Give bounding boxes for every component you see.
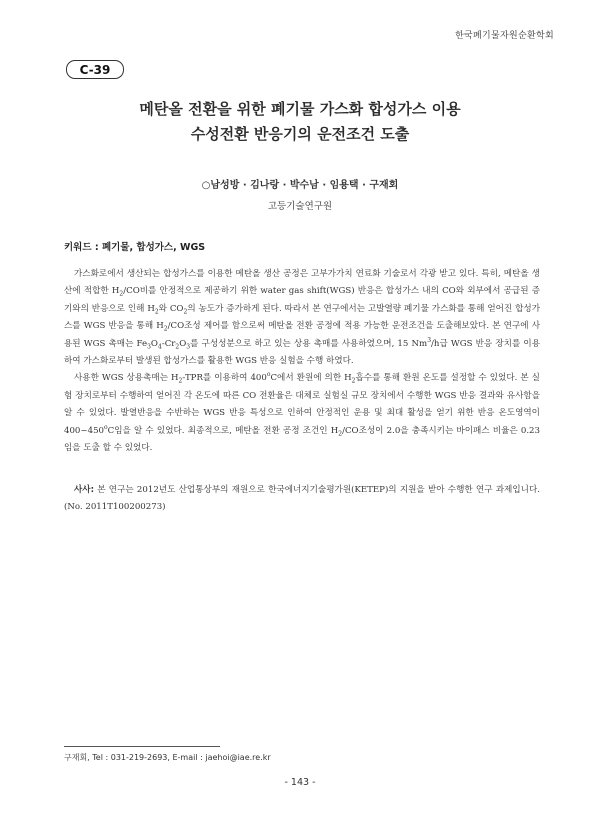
- page-number: - 143 -: [284, 777, 316, 788]
- paper-title: [0, 97, 600, 147]
- footnote-divider: [64, 746, 220, 747]
- session-code-badge: C-39: [66, 60, 124, 79]
- author-list: ○남성방 · 김나랑 · 박수남 · 임용택 · 구재회: [201, 180, 399, 191]
- acknowledgement-text: 본 연구는 2012년도 산업통상부의 재원으로 한국에너지기술평가원(KETEP)의 지원을 받아 수행한 연구 과제입니다. (No. 2011T100200273): [64, 485, 540, 513]
- abstract: [64, 266, 540, 457]
- abstract-paragraph-1: 가스화로에서 생산되는 합성가스를 이용한 메탄올 생산 공정은 고부가가치 연료화 기술로서 각광 받고 있다. 특히, 메탄올 생산에 적합한 $H_2/CO$비를 안정적으로 제공하기 위한 water gas shift(WGS) 반응은 합성가스 내의 CO와 외부에서 공급된 증기와의 반응으로 인해 $H_2$와 $CO_2$의 농도가 증가하게 된다. 따라서 본 연구에서는 고발열량 폐기물 가스화를 통해 얻어진 합성가스를 WGS 반응을 통해 $H_2/CO$조성 제어를 함으로써 메탄올 전환 공정에 적용 가능한 운전조건을 도출해보았다. 본 연구에 사용된 WGS 촉매는 $Fe_3O_4-Cr_2O_3$를 구성성분으로 하고 있는 상용 촉매를 사용하였으며, 15 Nm$^3$/h급 WGS 반응 장치를 이용하여 가스화로부터 발생된 합성가스를 활용한 WGS 반응 실험을 수행 하였다.: [64, 269, 541, 367]
- abstract-paragraph-2: 사용한 WGS 상용촉매는 $H_2$-TPR를 이용하여 400$^o$C에서 환원에 의한 $H_2$흡수를 통해 환원 온도를 설정할 수 있었다. 본 실험 장치로부터 수행하여 얻어진 각 온도에 따른 CO 전환율은 대체로 실험실 규모 장치에서 수행한 WGS 반응 결과와 유사함을 알 수 있었다. 발열반응을 수반하는 WGS 반응 특성으로 인하여 안정적인 운용 및 최대 활성을 얻기 위한 반응 온도영역이 400~450$^o$C임을 알 수 있었다. 최종적으로, 메탄올 전환 공정 조건인 $H_2/CO$조성이 2.0을 충족시키는 바이패스 비율은 0.23임을 도출 할 수 있었다.: [64, 371, 540, 454]
- title-line-2: 수성전환 반응기의 운전조건 도출: [190, 125, 410, 143]
- society-header: 한국폐기물자원순환학회: [455, 31, 554, 41]
- affiliation: 고등기술연구원: [267, 201, 333, 212]
- title-line-1: 메탄올 전환을 위한 폐기물 가스화 합성가스 이용: [139, 100, 461, 118]
- acknowledgement: [64, 482, 540, 517]
- keywords: 키워드 : 폐기물, 합성가스, WGS: [64, 242, 206, 253]
- acknowledgement-label: 사사:: [74, 485, 95, 495]
- corresponding-author-footnote: 구재회, Tel : 031-219-2693, E-mail : jaehoi@iae.re.kr: [64, 753, 271, 762]
